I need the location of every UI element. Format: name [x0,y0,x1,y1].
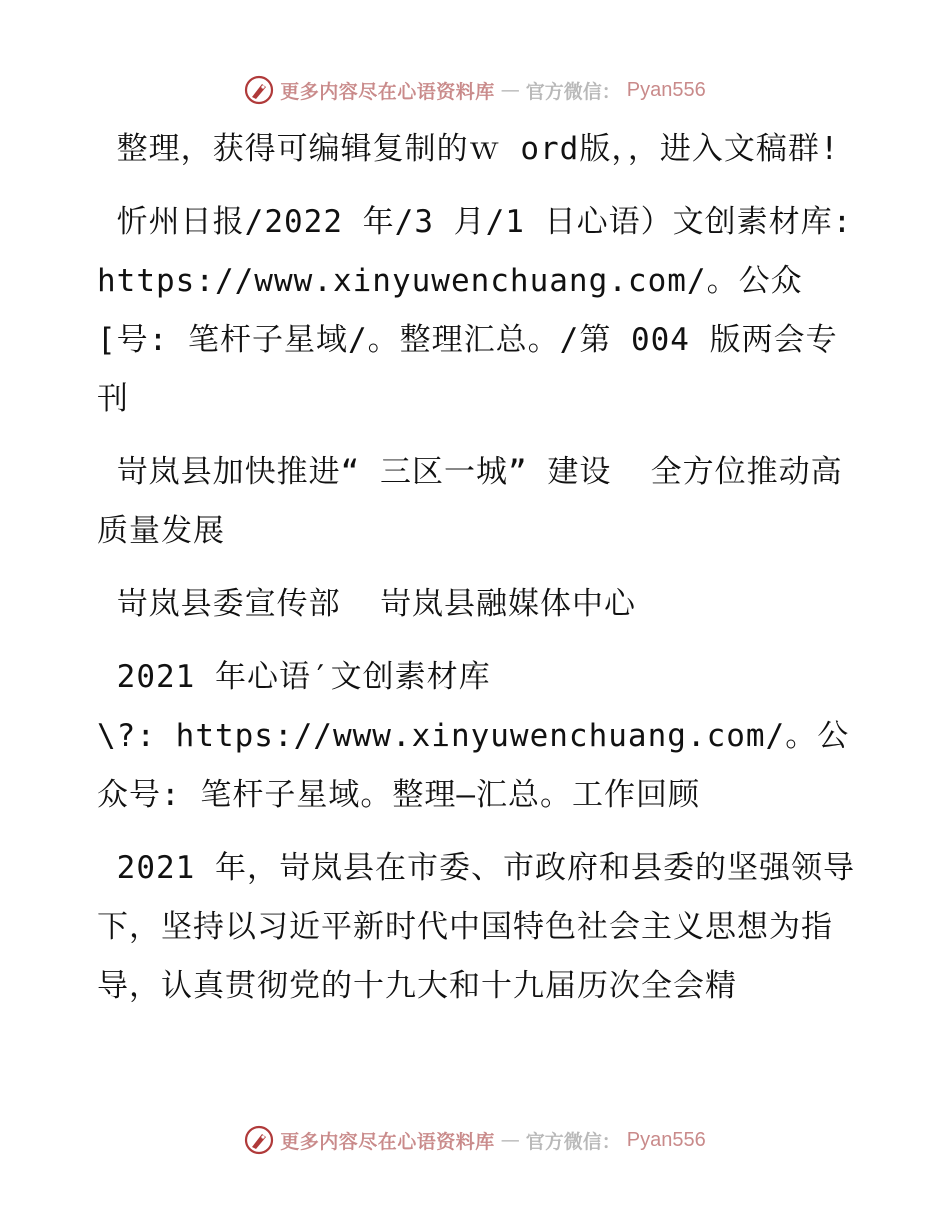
banner-main-text: 更多内容尽在心语资料库 [280,1130,495,1153]
pen-nib-logo-icon [244,1125,274,1155]
paragraph-2: 忻州日报/2022 年/3 月/1 日心语）文创素材库: https://www.xinyuwenchuang.com/。公众[号: 笔杆子星域/。整理汇总。/第 004 版两会专刊 [97,204,872,417]
banner-wechat-id: Pyan556 [626,1128,706,1151]
pen-nib-logo-icon [244,75,274,105]
header-watermark-banner [0,70,950,110]
paragraph-1: 整理，获得可编辑复制的ｗ ord版，，进入文稿群! [97,131,840,167]
paragraph-6: 2021 年，岢岚县在市委、市政府和县委的坚强领导下，坚持以习近平新时代中国特色社会主义思想为指导，认真贯彻党的十九大和十九届历次全会精 [97,850,855,1004]
footer-watermark-banner [0,1120,950,1160]
banner-separator: — [500,1129,520,1151]
document-body [97,120,872,1030]
paragraph-5: 2021 年心语′文创素材库 \?: https://www.xinyuwenchuang.com/。公众号: 笔杆子星域。整理—汇总。工作回顾 [97,659,850,813]
paragraph-3: 岢岚县加快推进“ 三区一城” 建设 全方位推动高质量发展 [97,454,843,549]
banner-separator: — [500,79,520,101]
banner-wechat-label: 官方微信： [525,1130,621,1153]
banner-main-text: 更多内容尽在心语资料库 [280,80,495,103]
paragraph-4: 岢岚县委宣传部 岢岚县融媒体中心 [97,586,636,622]
banner-wechat-label: 官方微信： [525,80,621,103]
banner-wechat-id: Pyan556 [626,78,706,101]
